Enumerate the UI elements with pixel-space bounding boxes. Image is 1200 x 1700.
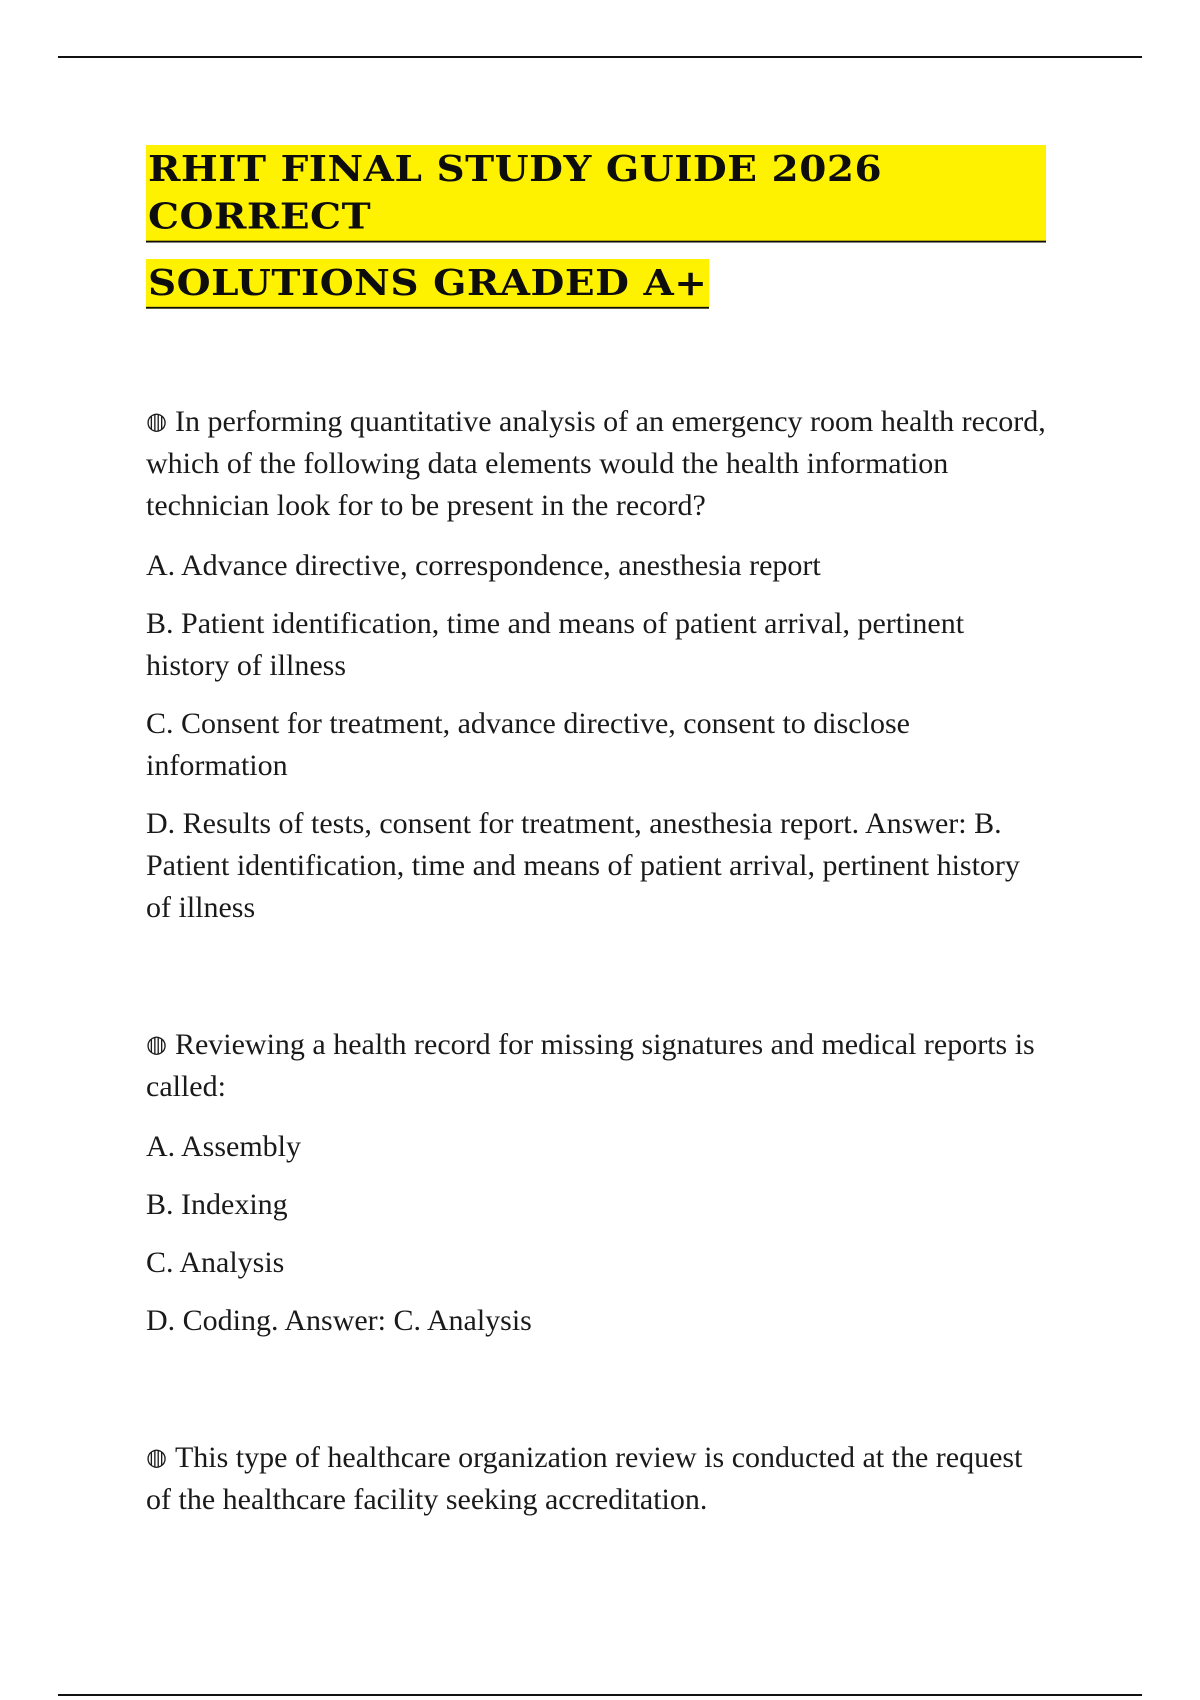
question-1 [146,400,1046,527]
top-rule [58,56,1142,58]
question-block-1 [146,400,1046,929]
circle-bullet-icon: ◍ [146,1030,167,1058]
bottom-rule [58,1694,1142,1696]
title-line-2: SOLUTIONS GRADED A+ [146,259,709,309]
option-c: C. Consent for treatment, advance directive, consent to disclose information [146,707,910,782]
document-title [146,145,1046,321]
option-d-answer: D. Results of tests, consent for treatment, anesthesia report. Answer: B. Patient identification, time and means of patient arrival, pertinent history of illness [146,807,1020,924]
option-c: C. Analysis [146,1246,285,1279]
option-a: A. Advance directive, correspondence, anesthesia report [146,549,821,582]
question-block-2 [146,1023,1046,1342]
question-text: This type of healthcare organization review is conducted at the request of the healthcare facility seeking accreditation. [146,1441,1023,1516]
title-line-1: RHIT FINAL STUDY GUIDE 2026 CORRECT [146,145,1046,243]
option-d-answer: D. Coding. Answer: C. Analysis [146,1304,532,1337]
option-b: B. Patient identification, time and means of patient arrival, pertinent history of illness [146,607,965,682]
circle-bullet-icon: ◍ [146,1443,167,1471]
circle-bullet-icon: ◍ [146,407,167,435]
question-list [146,400,1046,1539]
question-block-3 [146,1436,1046,1521]
option-b: B. Indexing [146,1188,288,1221]
option-a: A. Assembly [146,1130,302,1163]
question-text: In performing quantitative analysis of an emergency room health record, which of the following data elements would the health information technician look for to be present in the record? [146,405,1046,522]
question-3 [146,1436,1046,1521]
question-text: Reviewing a health record for missing signatures and medical reports is called: [146,1028,1035,1103]
question-2 [146,1023,1046,1108]
